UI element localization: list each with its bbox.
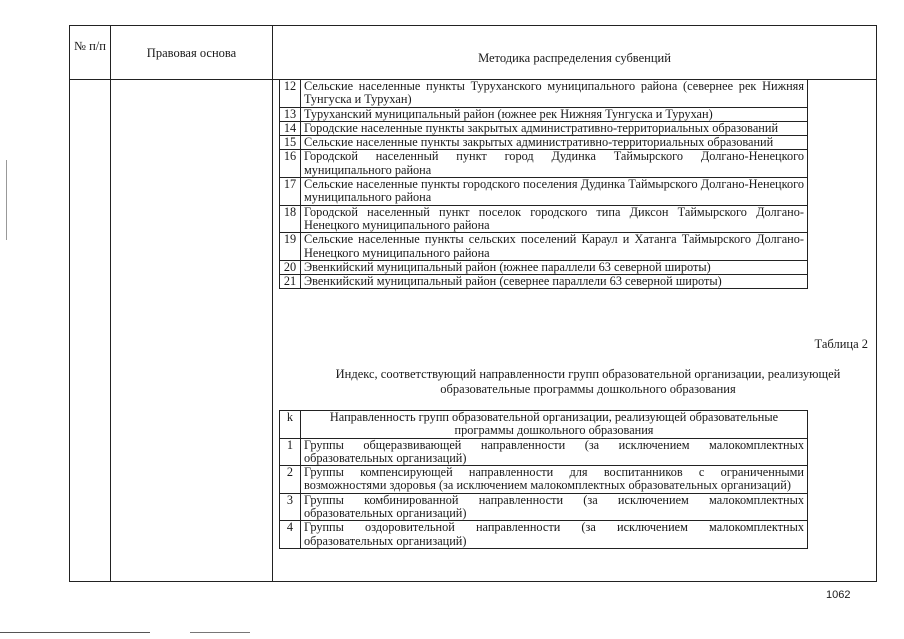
header-legal-basis: Правовая основа — [146, 46, 237, 60]
frame-col-divider-1 — [110, 25, 111, 582]
k-header: k — [280, 411, 301, 439]
table-row — [280, 466, 808, 494]
table-row — [280, 150, 808, 178]
frame-top-border — [69, 25, 876, 26]
table-row — [280, 233, 808, 261]
table2-label: Таблица 2 — [814, 337, 868, 351]
row-number: 1 — [280, 438, 301, 466]
frame-left-border — [69, 25, 70, 582]
row-number: 4 — [280, 521, 301, 549]
header-num: № п/п — [74, 39, 106, 53]
row-number: 13 — [280, 107, 301, 121]
orientation-header: Направленность групп образовательной организации, реализующей образовательные программы дошкольного образования — [301, 411, 808, 439]
row-number: 14 — [280, 121, 301, 135]
row-number: 19 — [280, 233, 301, 261]
row-number: 16 — [280, 150, 301, 178]
table-row — [280, 178, 808, 206]
table-row — [280, 493, 808, 521]
table-row — [280, 205, 808, 233]
row-text: Сельские населенные пункты сельских поселений Караул и Хатанга Таймырского Долгано-Ненецкого муниципального района — [301, 233, 808, 261]
table-header-row — [280, 411, 808, 439]
scan-mark-line — [190, 632, 250, 633]
row-number: 20 — [280, 260, 301, 274]
table-row — [280, 521, 808, 549]
row-text: Группы компенсирующей направленности для воспитанников с ограниченными возможностями здоровья (за исключением малокомплектных образовательных организаций) — [301, 466, 808, 494]
row-text: Городской населенный пункт поселок городского типа Диксон Таймырского Долгано-Ненецкого муниципального района — [301, 205, 808, 233]
frame-bottom-border — [69, 581, 876, 582]
group-index-table — [279, 410, 808, 549]
regions-table — [279, 79, 808, 289]
page-number: 1062 — [826, 589, 851, 601]
row-number: 21 — [280, 275, 301, 289]
row-text: Эвенкийский муниципальный район (южнее параллели 63 северной широты) — [301, 260, 808, 274]
row-number: 18 — [280, 205, 301, 233]
table-row — [280, 107, 808, 121]
table-row — [280, 121, 808, 135]
row-number: 3 — [280, 493, 301, 521]
table-row — [280, 275, 808, 289]
row-text: Сельские населенные пункты Туруханского муниципального района (севернее рек Нижняя Тунгуска и Турухан) — [301, 80, 808, 108]
row-number: 2 — [280, 466, 301, 494]
row-text: Группы общеразвивающей направленности (за исключением малокомплектных образовательных организаций) — [301, 438, 808, 466]
table-row — [280, 136, 808, 150]
frame-right-border — [876, 25, 877, 582]
row-text: Сельские населенные пункты городского поселения Дудинка Таймырского Долгано-Ненецкого муниципального района — [301, 178, 808, 206]
row-text: Эвенкийский муниципальный район (севернее параллели 63 северной широты) — [301, 275, 808, 289]
table-row — [280, 80, 808, 108]
frame-col-divider-2 — [272, 25, 273, 582]
table-row — [280, 438, 808, 466]
row-number: 15 — [280, 136, 301, 150]
row-text: Туруханский муниципальный район (южнее рек Нижняя Тунгуска и Турухан) — [301, 107, 808, 121]
scan-mark-line — [0, 632, 150, 633]
row-number: 17 — [280, 178, 301, 206]
scan-edge-mark — [6, 160, 7, 240]
row-text: Группы комбинированной направленности (за исключением малокомплектных образовательных организаций) — [301, 493, 808, 521]
row-text: Городской населенный пункт город Дудинка Таймырского Долгано-Ненецкого муниципального района — [301, 150, 808, 178]
row-number: 12 — [280, 80, 301, 108]
row-text: Городские населенные пункты закрытых административно-территориальных образований — [301, 121, 808, 135]
table-row — [280, 260, 808, 274]
header-methodology: Методика распределения субвенций — [478, 51, 671, 65]
table2-title: Индекс, соответствующий направленности групп образовательной организации, реализующей образовательные программы дошкольного образования — [335, 367, 841, 396]
row-text: Сельские населенные пункты закрытых административно-территориальных образований — [301, 136, 808, 150]
row-text: Группы оздоровительной направленности (за исключением малокомплектных образовательных организаций) — [301, 521, 808, 549]
